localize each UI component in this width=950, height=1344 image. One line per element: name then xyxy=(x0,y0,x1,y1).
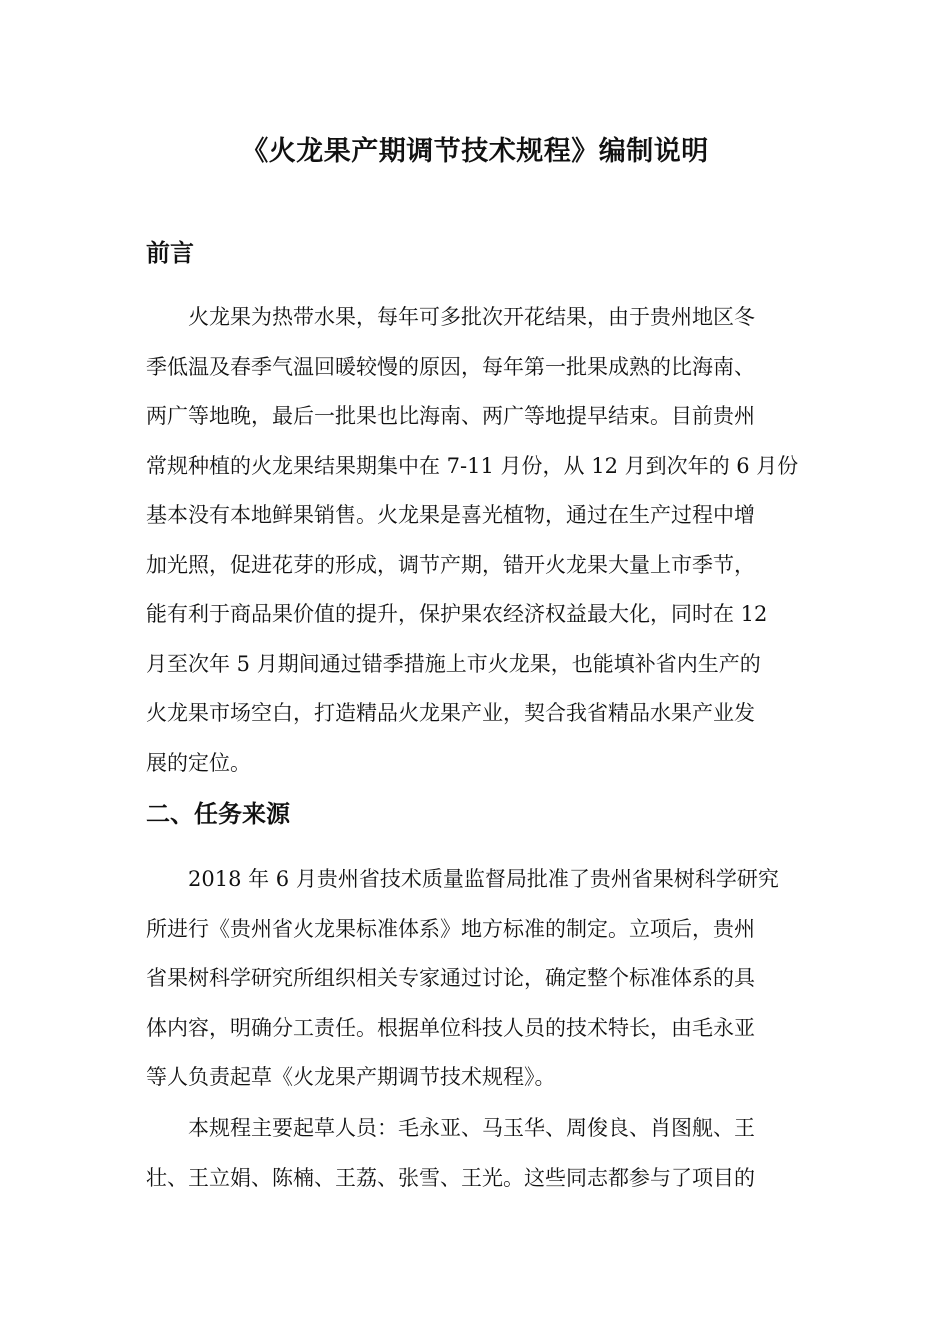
paragraph-line: 基本没有本地鲜果销售。火龙果是喜光植物，通过在生产过程中增 xyxy=(146,503,755,527)
task-source-paragraph xyxy=(146,855,806,1103)
paragraph-line: 等人负责起草《火龙果产期调节技术规程》。 xyxy=(146,1065,556,1089)
paragraph-line: 展的定位。 xyxy=(146,750,251,775)
paragraph-line: 两广等地晚，最后一批果也比海南、两广等地提早结束。目前贵州 xyxy=(146,404,755,428)
paragraph-line: 本规程主要起草人员：毛永亚、马玉华、周俊良、肖图舰、王 xyxy=(188,1116,755,1140)
paragraph-line: 壮、王立娟、陈楠、王荔、张雪、王光。这些同志都参与了项目的 xyxy=(146,1165,755,1190)
paragraph-line: 所进行《贵州省火龙果标准体系》地方标准的制定。立项后，贵州 xyxy=(146,916,755,941)
document-title: 《火龙果产期调节技术规程》编制说明 xyxy=(241,136,709,167)
paragraph-line: 2018 年 6 月贵州省技术质量监督局批准了贵州省果树科学研究 xyxy=(188,867,779,891)
drafters-paragraph xyxy=(146,1104,806,1203)
paragraph-line: 加光照，促进花芽的形成，调节产期，错开火龙果大量上市季节， xyxy=(146,552,755,577)
paragraph-line: 省果树科学研究所组织相关专家通过讨论，确定整个标准体系的具 xyxy=(146,966,755,990)
section-heading-task-source: 二、任务来源 xyxy=(146,799,290,828)
paragraph-line: 能有利于商品果价值的提升，保护果农经济权益最大化，同时在 12 xyxy=(146,602,768,626)
paragraph-line: 火龙果为热带水果，每年可多批次开花结果，由于贵州地区冬 xyxy=(188,305,755,329)
preface-paragraph xyxy=(146,293,806,788)
section-heading-preface: 前言 xyxy=(146,238,194,267)
paragraph-line: 月至次年 5 月期间通过错季措施上市火龙果，也能填补省内生产的 xyxy=(146,651,761,676)
paragraph-line: 常规种植的火龙果结果期集中在 7-11 月份，从 12 月到次年的 6 月份 xyxy=(146,453,799,478)
paragraph-line: 体内容，明确分工责任。根据单位科技人员的技术特长，由毛永亚 xyxy=(146,1015,755,1040)
paragraph-line: 季低温及春季气温回暖较慢的原因，每年第一批果成熟的比海南、 xyxy=(146,354,755,379)
paragraph-line: 火龙果市场空白，打造精品火龙果产业，契合我省精品水果产业发 xyxy=(146,701,755,725)
